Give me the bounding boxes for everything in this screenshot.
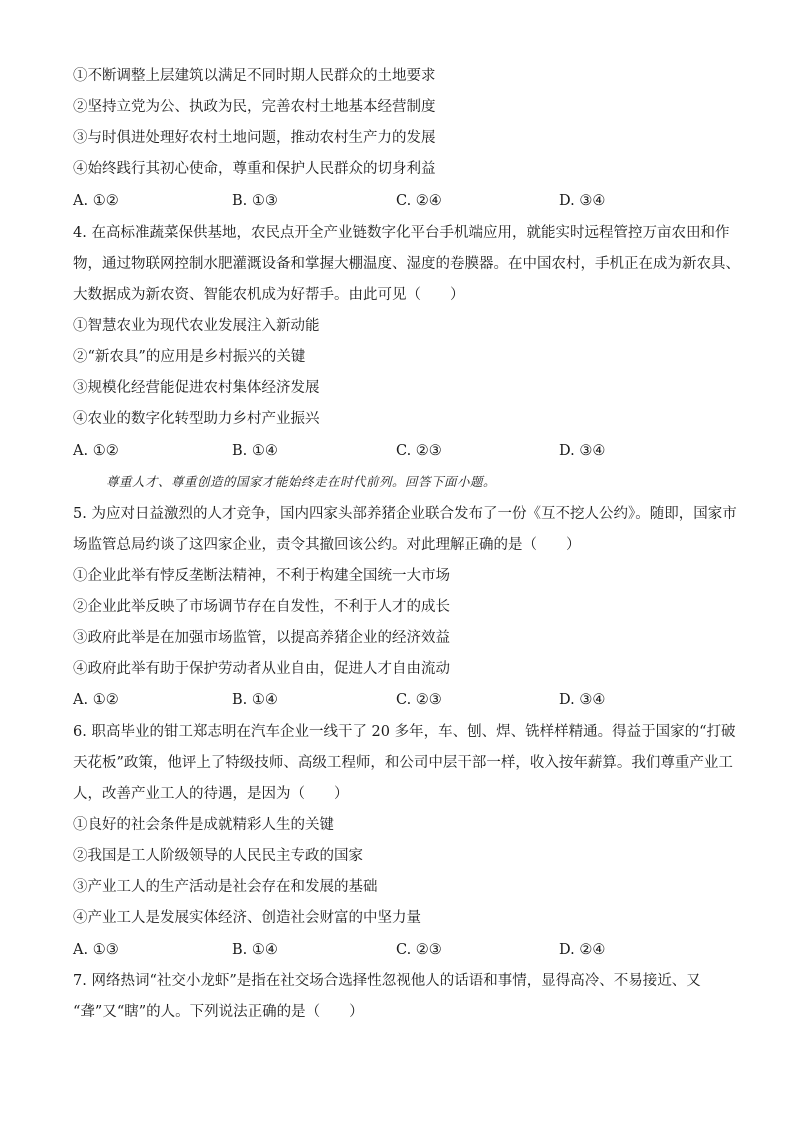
q3-option-b: B. ①③: [232, 193, 278, 209]
q3-options: [73, 191, 723, 211]
q5-options: [73, 690, 723, 710]
q6-statement-4: ④产业工人是发展实体经济、创造社会财富的中坚力量: [73, 910, 421, 926]
q5-statement-1: ①企业此举有悖反垄断法精神，不利于构建全国统一大市场: [73, 568, 450, 584]
q6-options: [73, 940, 723, 960]
q6-option-a: A. ①③: [73, 942, 119, 958]
question-group-intro: 尊重人才、尊重创造的国家才能始终走在时代前列。回答下面小题。: [106, 474, 497, 489]
q7-stem-line-1: 7. 网络热词“社交小龙虾”是指在社交场合选择性忽视他人的话语和事情，显得高冷、不易接近、又: [73, 973, 701, 989]
q4-statement-1: ①智慧农业为现代农业发展注入新动能: [73, 318, 320, 334]
q3-statement-3: ③与时俱进处理好农村土地问题，推动农村生产力的发展: [73, 130, 436, 146]
q6-option-b: B. ①④: [232, 942, 278, 958]
q5-option-b: B. ①④: [232, 692, 278, 708]
q5-option-c: C. ②③: [396, 692, 442, 708]
q5-stem-line-2: 场监管总局约谈了这四家企业，责令其撤回该公约。对此理解正确的是（ ）: [73, 537, 581, 553]
q5-option-d: D. ③④: [559, 692, 606, 708]
q5-statement-2: ②企业此举反映了市场调节存在自发性，不利于人才的成长: [73, 599, 450, 615]
q4-option-d: D. ③④: [559, 443, 606, 459]
q6-option-c: C. ②③: [396, 942, 442, 958]
q3-option-c: C. ②④: [396, 193, 442, 209]
q5-stem-line-1: 5. 为应对日益激烈的人才竞争，国内四家头部养猪企业联合发布了一份《互不挖人公约》。随即，国家市: [73, 506, 737, 522]
q5-statement-4: ④政府此举有助于保护劳动者从业自由，促进人才自由流动: [73, 661, 450, 677]
q6-stem-line-1: 6. 职高毕业的钳工郑志明在汽车企业一线干了 20 多年，车、刨、焊、铣样样精通。得益于国家的“打破: [73, 724, 736, 740]
q6-statement-1: ①良好的社会条件是成就精彩人生的关键: [73, 817, 334, 833]
q3-statement-4: ④始终践行其初心使命，尊重和保护人民群众的切身利益: [73, 161, 436, 177]
q4-statement-4: ④农业的数字化转型助力乡村产业振兴: [73, 411, 320, 427]
q6-statement-3: ③产业工人的生产活动是社会存在和发展的基础: [73, 879, 378, 895]
q4-options: [73, 441, 723, 461]
q3-option-d: D. ③④: [559, 193, 606, 209]
q4-statement-2: ②“新农具”的应用是乡村振兴的关键: [73, 349, 306, 365]
q4-option-b: B. ①④: [232, 443, 278, 459]
q6-stem-line-3: 人，改善产业工人的待遇，是因为（ ）: [73, 786, 349, 802]
q4-stem-line-3: 大数据成为新农资、智能农机成为好帮手。由此可见（ ）: [73, 287, 465, 303]
q5-statement-3: ③政府此举是在加强市场监管，以提高养猪企业的经济效益: [73, 630, 450, 646]
q4-stem-line-2: 物，通过物联网控制水肥灌溉设备和掌握大棚温度、湿度的卷膜器。在中国农村，手机正在成为新农具、: [73, 256, 740, 272]
q3-statement-1: ①不断调整上层建筑以满足不同时期人民群众的土地要求: [73, 68, 436, 84]
q7-stem-line-2: “聋”又“瞎”的人。下列说法正确的是（ ）: [73, 1004, 364, 1020]
q4-stem-line-1: 4. 在高标准蔬菜保供基地，农民点开全产业链数字化平台手机端应用，就能实时远程管控万亩农田和作: [73, 225, 730, 241]
q5-option-a: A. ①②: [73, 692, 119, 708]
q6-statement-2: ②我国是工人阶级领导的人民民主专政的国家: [73, 848, 363, 864]
q6-option-d: D. ②④: [559, 942, 606, 958]
q4-statement-3: ③规模化经营能促进农村集体经济发展: [73, 380, 320, 396]
q3-statement-2: ②坚持立党为公、执政为民，完善农村土地基本经营制度: [73, 99, 436, 115]
q4-option-a: A. ①②: [73, 443, 119, 459]
q3-option-a: A. ①②: [73, 193, 119, 209]
q6-stem-line-2: 天花板”政策，他评上了特级技师、高级工程师，和公司中层干部一样，收入按年薪算。我们尊重产业工: [73, 755, 733, 771]
q4-option-c: C. ②③: [396, 443, 442, 459]
